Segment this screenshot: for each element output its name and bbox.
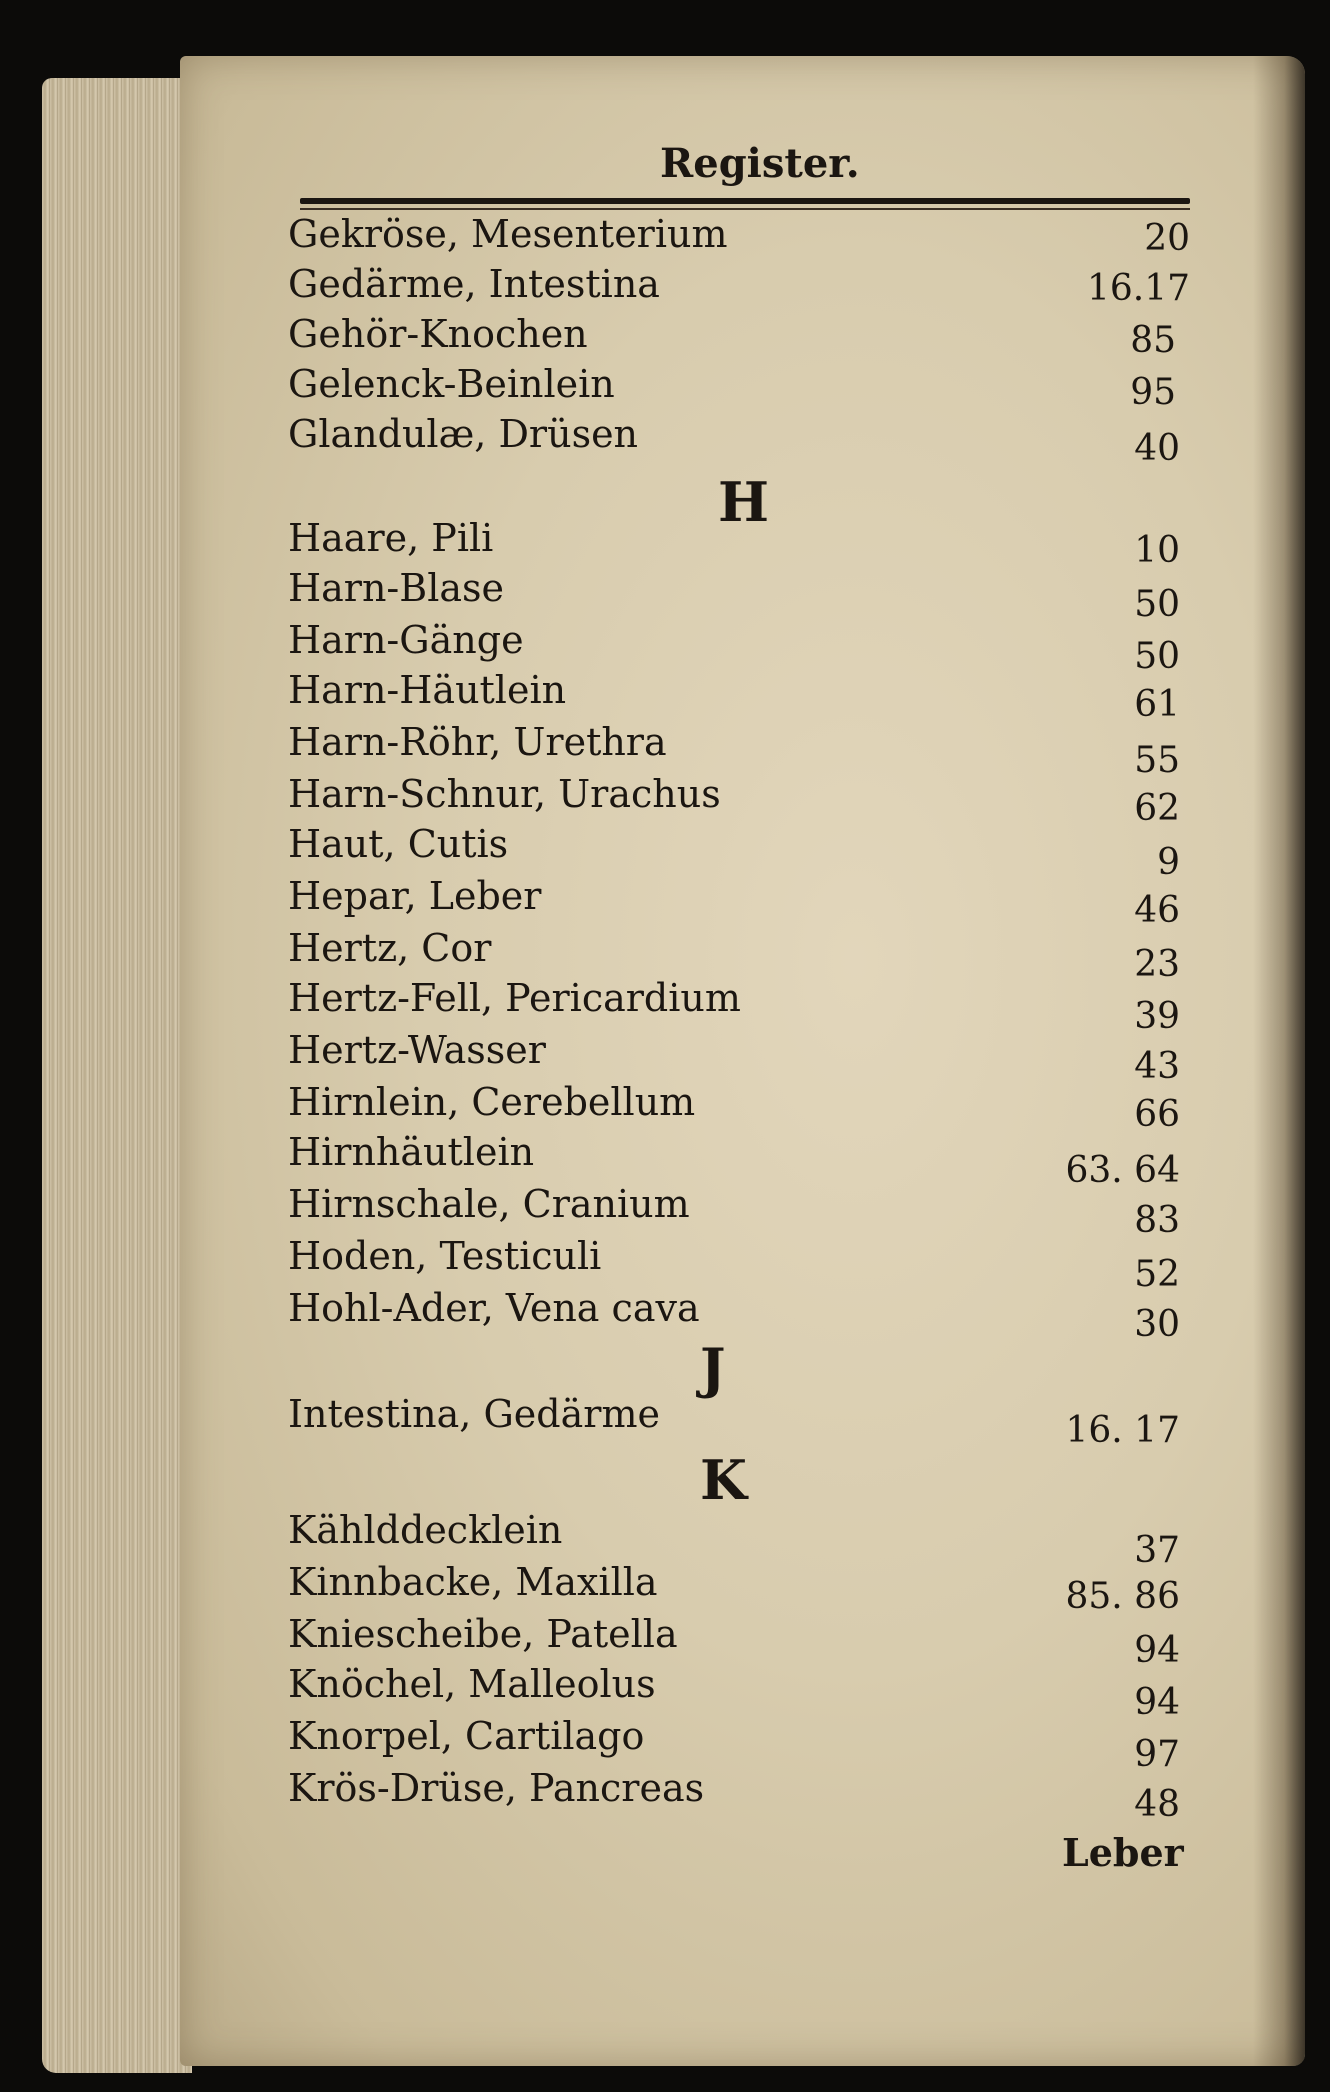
index-entry-term: Intestina, Gedärme xyxy=(288,1392,660,1436)
page-gutter-shadow xyxy=(1253,56,1305,2066)
index-entry-page: 39 xyxy=(1134,996,1180,1037)
index-entry-term: Hertz, Cor xyxy=(288,926,492,970)
index-entry-term: Knöchel, Malleolus xyxy=(288,1662,656,1706)
index-entry-page: 50 xyxy=(1134,636,1180,677)
index-entry-term: Harn-Gänge xyxy=(288,618,524,662)
index-entry-term: Harn-Häutlein xyxy=(288,668,567,712)
index-entry-page: 20 xyxy=(1144,218,1190,259)
index-entry-term: Hoden, Testiculi xyxy=(288,1234,602,1278)
index-entry-term: Hertz-Fell, Pericardium xyxy=(288,976,741,1020)
index-entry-term: Gelenck-Beinlein xyxy=(288,362,615,406)
index-entry-term: Glandulæ, Drüsen xyxy=(288,412,639,456)
section-letter-h: H xyxy=(718,470,770,534)
index-entry-page: 62 xyxy=(1134,788,1180,829)
index-entry-term: Hohl-Ader, Vena cava xyxy=(288,1286,700,1330)
index-entry-term: Harn-Röhr, Urethra xyxy=(288,720,667,764)
page-header: Register. xyxy=(660,140,860,187)
index-entry-page: 83 xyxy=(1134,1200,1180,1241)
index-entry-term: Haare, Pili xyxy=(288,516,494,560)
index-entry-page: 37 xyxy=(1134,1530,1180,1571)
index-entry-term: Hertz-Wasser xyxy=(288,1028,546,1072)
index-entry-page: 9 xyxy=(1157,842,1180,883)
index-entry-page: 63. 64 xyxy=(1065,1150,1180,1191)
index-entry-term: Hirnlein, Cerebellum xyxy=(288,1080,696,1124)
header-rule-thin xyxy=(300,208,1190,210)
index-entry-page: 55 xyxy=(1134,740,1180,781)
index-entry-page: 16.17 xyxy=(1086,268,1190,309)
index-entry-page: 43 xyxy=(1134,1046,1180,1087)
index-entry-term: Hepar, Leber xyxy=(288,874,542,918)
index-entry-page: 94 xyxy=(1134,1682,1180,1723)
index-entry-term: Kählddecklein xyxy=(288,1508,563,1552)
index-entry-term: Hirnschale, Cranium xyxy=(288,1182,690,1226)
index-entry-page: 16. 17 xyxy=(1065,1410,1180,1451)
index-entry-page: 46 xyxy=(1134,890,1180,931)
index-entry-page: 94 xyxy=(1134,1630,1180,1671)
index-entry-term: Harn-Schnur, Urachus xyxy=(288,772,721,816)
section-letter-j: J xyxy=(700,1336,726,1400)
index-entry-page: 40 xyxy=(1134,428,1180,469)
index-entry-page: 50 xyxy=(1134,584,1180,625)
page-edges xyxy=(42,78,192,2073)
section-letter-k: K xyxy=(700,1448,747,1512)
index-entry-page: 30 xyxy=(1134,1304,1180,1345)
index-entry-term: Gedärme, Intestina xyxy=(288,262,660,306)
index-entry-page: 48 xyxy=(1134,1784,1180,1825)
index-entry-page: 85. 86 xyxy=(1065,1576,1180,1617)
catchword: Leber xyxy=(1062,1830,1184,1875)
index-entry-page: 95 xyxy=(1130,372,1176,413)
index-entry-term: Kinnbacke, Maxilla xyxy=(288,1560,658,1604)
index-entry-term: Gekröse, Mesenterium xyxy=(288,212,728,256)
index-entry-page: 97 xyxy=(1134,1734,1180,1775)
index-entry-page: 52 xyxy=(1134,1254,1180,1295)
index-entry-page: 61 xyxy=(1134,684,1180,725)
index-entry-page: 66 xyxy=(1134,1094,1180,1135)
index-entry-term: Haut, Cutis xyxy=(288,822,509,866)
index-entry-term: Kniescheibe, Patella xyxy=(288,1612,678,1656)
index-entry-page: 10 xyxy=(1134,530,1180,571)
header-rule xyxy=(300,198,1190,204)
index-entry-page: 85 xyxy=(1130,320,1176,361)
index-entry-page: 23 xyxy=(1134,944,1180,985)
index-entry-term: Gehör-Knochen xyxy=(288,312,588,356)
index-entry-term: Harn-Blase xyxy=(288,566,504,610)
index-entry-term: Krös-Drüse, Pancreas xyxy=(288,1766,705,1810)
index-entry-term: Hirnhäutlein xyxy=(288,1130,535,1174)
index-entry-term: Knorpel, Cartilago xyxy=(288,1714,645,1758)
